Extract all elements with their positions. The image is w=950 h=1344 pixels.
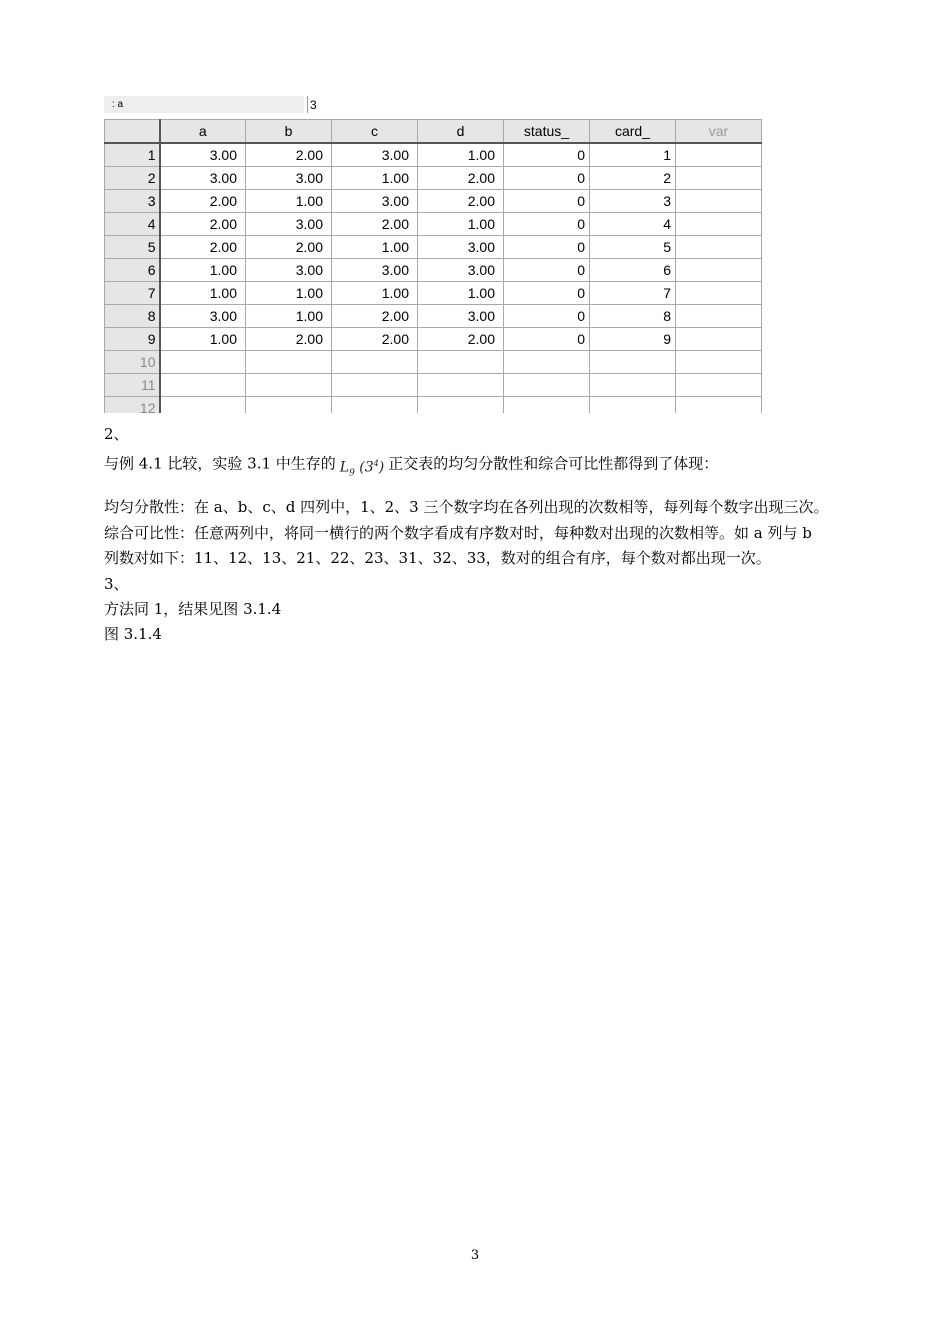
table-row xyxy=(105,282,762,305)
cell-edit-bar xyxy=(104,95,764,115)
cell-a[interactable]: 2.00 xyxy=(160,236,246,259)
cell-d[interactable]: 2.00 xyxy=(418,328,504,351)
formula-subscript: 9 xyxy=(349,468,355,479)
cell-c[interactable] xyxy=(332,397,418,414)
cell-card[interactable]: 4 xyxy=(590,213,676,236)
cell-d[interactable]: 1.00 xyxy=(418,213,504,236)
data-grid xyxy=(104,119,762,413)
page-number: 3 xyxy=(470,1248,480,1263)
paragraph-method: 方法同 1，结果见图 3.1.4 xyxy=(104,600,282,618)
table-row xyxy=(105,259,762,282)
row-header[interactable]: 9 xyxy=(105,328,160,351)
cell-var[interactable] xyxy=(676,167,762,190)
cell-var[interactable] xyxy=(676,213,762,236)
cell-d[interactable]: 3.00 xyxy=(418,305,504,328)
cell-card[interactable]: 5 xyxy=(590,236,676,259)
column-header-b[interactable]: b xyxy=(246,120,332,144)
orthogonal-table-formula xyxy=(340,454,384,483)
cell-status[interactable] xyxy=(504,374,590,397)
table-row xyxy=(105,143,762,167)
cell-d[interactable] xyxy=(418,374,504,397)
table-row xyxy=(105,190,762,213)
table-row xyxy=(105,236,762,259)
paragraph-comparison xyxy=(104,450,718,479)
formula-base: (3 xyxy=(359,459,374,476)
cell-b[interactable] xyxy=(246,397,332,414)
cell-status[interactable]: 0 xyxy=(504,305,590,328)
cell-card[interactable]: 9 xyxy=(590,328,676,351)
cell-var[interactable] xyxy=(676,328,762,351)
cell-c[interactable] xyxy=(332,374,418,397)
row-header[interactable]: 7 xyxy=(105,282,160,305)
cell-b[interactable]: 2.00 xyxy=(246,143,332,167)
cell-d[interactable]: 1.00 xyxy=(418,143,504,167)
row-header[interactable]: 3 xyxy=(105,190,160,213)
cell-b[interactable] xyxy=(246,351,332,374)
cell-d[interactable]: 3.00 xyxy=(418,259,504,282)
cell-b[interactable] xyxy=(246,374,332,397)
cell-var[interactable] xyxy=(676,374,762,397)
row-header[interactable]: 1 xyxy=(105,143,160,167)
cell-c[interactable]: 3.00 xyxy=(332,143,418,167)
cell-var[interactable] xyxy=(676,305,762,328)
cell-c[interactable]: 3.00 xyxy=(332,190,418,213)
cell-d[interactable]: 1.00 xyxy=(418,282,504,305)
cell-status[interactable]: 0 xyxy=(504,328,590,351)
cell-b[interactable]: 3.00 xyxy=(246,167,332,190)
column-header-d[interactable]: d xyxy=(418,120,504,144)
section-2-label: 2、 xyxy=(104,425,129,443)
cell-b[interactable]: 1.00 xyxy=(246,305,332,328)
paragraph-comparison-lead: 与例 4.1 比较，实验 3.1 中生存的 xyxy=(104,454,336,473)
table-row xyxy=(105,328,762,351)
column-header-c[interactable]: c xyxy=(332,120,418,144)
cell-c[interactable]: 2.00 xyxy=(332,213,418,236)
table-row xyxy=(105,351,762,374)
cell-c[interactable]: 2.00 xyxy=(332,305,418,328)
table-row xyxy=(105,397,762,414)
cell-reference[interactable]: : a xyxy=(104,96,304,113)
paragraph-comparability: 综合可比性：任意两列中，将同一横行的两个数字看成有序数对时，每种数对出现的次数相等。如 a 列与 b xyxy=(104,524,812,542)
column-header-a[interactable]: a xyxy=(160,120,246,144)
cell-c[interactable]: 1.00 xyxy=(332,167,418,190)
cell-a[interactable]: 3.00 xyxy=(160,167,246,190)
cell-a[interactable]: 2.00 xyxy=(160,213,246,236)
cell-card[interactable] xyxy=(590,397,676,414)
paragraph-comparison-tail: 正交表的均匀分散性和综合可比性都得到了体现： xyxy=(388,454,719,473)
cell-a[interactable]: 3.00 xyxy=(160,305,246,328)
cell-a[interactable]: 3.00 xyxy=(160,143,246,167)
cell-b[interactable]: 1.00 xyxy=(246,190,332,213)
cell-a[interactable]: 1.00 xyxy=(160,328,246,351)
cell-var[interactable] xyxy=(676,236,762,259)
cell-b[interactable]: 1.00 xyxy=(246,282,332,305)
row-header[interactable]: 4 xyxy=(105,213,160,236)
cell-card[interactable]: 8 xyxy=(590,305,676,328)
cell-b[interactable]: 3.00 xyxy=(246,213,332,236)
formula-close: ) xyxy=(378,459,385,476)
column-header-status[interactable]: status_ xyxy=(504,120,590,144)
cell-var[interactable] xyxy=(676,259,762,282)
formula-superscript: 4 xyxy=(373,459,379,468)
cell-status[interactable] xyxy=(504,351,590,374)
cell-card[interactable]: 7 xyxy=(590,282,676,305)
cell-var[interactable] xyxy=(676,143,762,167)
section-3-label: 3、 xyxy=(104,575,129,593)
cell-status[interactable]: 0 xyxy=(504,167,590,190)
figure-caption: 图 3.1.4 xyxy=(104,625,162,643)
cell-b[interactable]: 2.00 xyxy=(246,236,332,259)
cell-card[interactable]: 6 xyxy=(590,259,676,282)
row-header[interactable]: 2 xyxy=(105,167,160,190)
formula-letter: L xyxy=(339,459,350,476)
cell-d[interactable]: 3.00 xyxy=(418,236,504,259)
cell-c[interactable]: 1.00 xyxy=(332,236,418,259)
cell-a[interactable]: 1.00 xyxy=(160,259,246,282)
cell-a[interactable]: 2.00 xyxy=(160,190,246,213)
row-header[interactable]: 11 xyxy=(105,374,160,397)
cell-a[interactable] xyxy=(160,374,246,397)
spreadsheet-screenshot xyxy=(104,95,764,413)
cell-c[interactable] xyxy=(332,351,418,374)
cell-card[interactable]: 1 xyxy=(590,143,676,167)
cell-c[interactable]: 1.00 xyxy=(332,282,418,305)
cell-a[interactable] xyxy=(160,351,246,374)
cell-card[interactable]: 2 xyxy=(590,167,676,190)
cell-card[interactable] xyxy=(590,351,676,374)
paragraph-uniform-dispersion: 均匀分散性：在 a、b、c、d 四列中，1、2、3 三个数字均在各列出现的次数相等，每列每个数字出现三次。 xyxy=(104,498,829,516)
column-header-card[interactable]: card_ xyxy=(590,120,676,144)
cell-var[interactable] xyxy=(676,282,762,305)
cell-status[interactable]: 0 xyxy=(504,190,590,213)
row-header[interactable]: 8 xyxy=(105,305,160,328)
edit-bar-divider xyxy=(307,96,308,113)
table-row xyxy=(105,374,762,397)
cell-card[interactable]: 3 xyxy=(590,190,676,213)
cell-var[interactable] xyxy=(676,397,762,414)
table-row xyxy=(105,213,762,236)
cell-var[interactable] xyxy=(676,351,762,374)
cell-value[interactable]: 3 xyxy=(310,98,317,112)
cell-status[interactable]: 0 xyxy=(504,143,590,167)
cell-status[interactable]: 0 xyxy=(504,213,590,236)
cell-var[interactable] xyxy=(676,190,762,213)
table-row xyxy=(105,305,762,328)
cell-a[interactable]: 1.00 xyxy=(160,282,246,305)
table-row xyxy=(105,167,762,190)
cell-status[interactable]: 0 xyxy=(504,282,590,305)
row-header[interactable]: 6 xyxy=(105,259,160,282)
cell-card[interactable] xyxy=(590,374,676,397)
cell-d[interactable] xyxy=(418,351,504,374)
row-header[interactable]: 10 xyxy=(105,351,160,374)
cell-b[interactable]: 2.00 xyxy=(246,328,332,351)
column-header-row xyxy=(105,120,762,144)
row-header[interactable]: 12 xyxy=(105,397,160,414)
cell-status[interactable]: 0 xyxy=(504,259,590,282)
cell-b[interactable]: 3.00 xyxy=(246,259,332,282)
cell-c[interactable]: 3.00 xyxy=(332,259,418,282)
cell-d[interactable]: 2.00 xyxy=(418,190,504,213)
cell-status[interactable] xyxy=(504,397,590,414)
cell-status[interactable]: 0 xyxy=(504,236,590,259)
column-header-var[interactable]: var xyxy=(676,120,762,144)
cell-d[interactable]: 2.00 xyxy=(418,167,504,190)
cell-a[interactable] xyxy=(160,397,246,414)
corner-cell[interactable] xyxy=(105,120,160,144)
cell-d[interactable] xyxy=(418,397,504,414)
cell-c[interactable]: 2.00 xyxy=(332,328,418,351)
paragraph-comparability-cont: 列数对如下：11、12、13、21、22、23、31、32、33，数对的组合有序，每个数对都出现一次。 xyxy=(104,549,771,567)
row-header[interactable]: 5 xyxy=(105,236,160,259)
